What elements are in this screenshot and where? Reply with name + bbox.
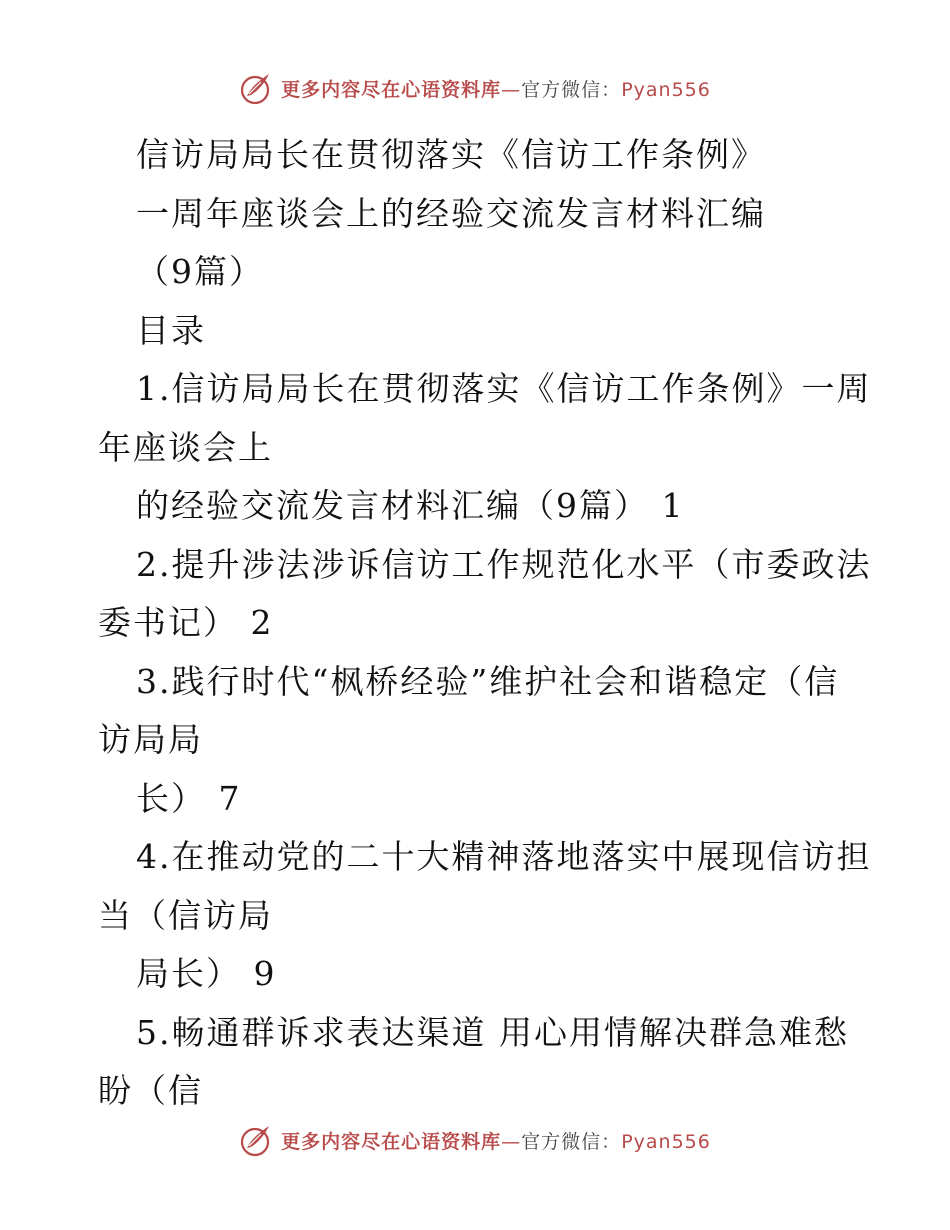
- toc-line: 访局局: [98, 720, 203, 759]
- toc-line: 4.在推动党的二十大精神落地落实中展现信访担: [136, 837, 872, 876]
- watermark-wechat-label: 官方微信：: [521, 1130, 622, 1153]
- document-body: [98, 126, 872, 1121]
- toc-line: 委书记） 2: [98, 603, 274, 642]
- watermark-site: 更多内容尽在心语资料库: [281, 78, 502, 101]
- toc-heading: 目录: [136, 310, 206, 350]
- toc-line: 长） 7: [136, 778, 242, 818]
- watermark-separator: —: [501, 1130, 522, 1153]
- document-title-line-3: （9篇）: [136, 252, 264, 291]
- toc-line: 5.畅通群诉求表达渠道 用心用情解决群急难愁: [136, 1012, 849, 1052]
- toc-line: 盼（信: [98, 1071, 203, 1110]
- watermark-site: 更多内容尽在心语资料库: [281, 1130, 502, 1153]
- watermark-footer: [0, 1122, 950, 1158]
- quill-pen-icon: [239, 1122, 275, 1158]
- quill-pen-icon: [239, 70, 275, 106]
- watermark-wechat-id: Pyan556: [621, 1130, 711, 1153]
- toc-line: 当（信访局: [98, 895, 273, 935]
- document-title-line-1: 信访局局长在贯彻落实《信访工作条例》: [136, 135, 766, 174]
- watermark-wechat-label: 官方微信：: [521, 78, 622, 101]
- toc-line: 的经验交流发言材料汇编（9篇） 1: [136, 486, 685, 525]
- watermark-wechat-id: Pyan556: [621, 78, 711, 101]
- watermark-text: [281, 75, 711, 102]
- watermark-separator: —: [501, 78, 522, 101]
- toc-line: 年座谈会上: [98, 427, 273, 467]
- toc-line: 2.提升涉法涉诉信访工作规范化水平（市委政法: [136, 544, 872, 584]
- watermark-header: [0, 70, 950, 106]
- toc-line: 3.践行时代“枫桥经验”维护社会和谐稳定（信: [136, 661, 840, 701]
- watermark-text: [281, 1127, 711, 1154]
- toc-line: 局长） 9: [136, 954, 277, 993]
- document-title-line-2: 一周年座谈会上的经验交流发言材料汇编: [136, 193, 766, 233]
- toc-line: 1.信访局局长在贯彻落实《信访工作条例》一周: [136, 369, 872, 408]
